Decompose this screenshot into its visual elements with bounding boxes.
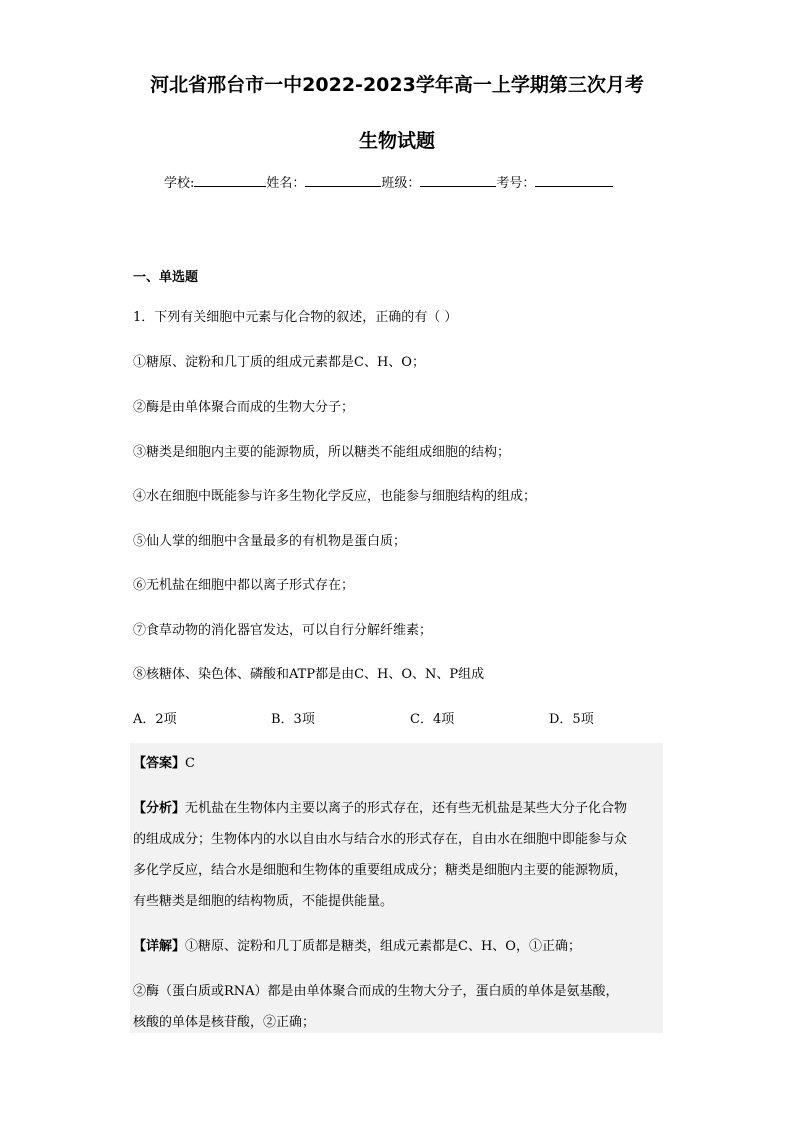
section-heading: 一、单选题 [133,270,199,285]
analysis-line: 多化学反应，结合水是细胞和生物体的重要组成成分；糖类是细胞内主要的能源物质， [133,863,628,878]
page-subtitle: 生物试题 [358,130,435,152]
statement-item: ⑦食草动物的消化器官发达，可以自行分解纤维素； [133,623,433,638]
page-title: 河北省邢台市一中2022-2023学年高一上学期第三次月考 [150,74,644,96]
exam-no-blank [535,172,613,187]
name-blank [305,172,381,187]
question-stem: 1．下列有关细胞中元素与化合物的叙述，正确的有（ ） [133,310,458,325]
school-label: 学校: [164,176,195,191]
option-c: C．4项 [410,712,455,727]
statement-item: ⑧核糖体、染色体、磷酸和ATP都是由C、H、O、N、P组成 [133,667,485,682]
analysis-label: 【分析】 [133,801,186,816]
class-label: 班级： [381,176,421,191]
statement-item: ③糖类是细胞内主要的能源物质，所以糖类不能组成细胞的结构； [133,445,511,460]
statement-item: ②酶是由单体聚合而成的生物大分子； [133,400,355,415]
analysis-text: 无机盐在生物体内主要以离子的形式存在，还有些无机盐是某些大分子化合物 [185,801,628,816]
statement-item: ⑥无机盐在细胞中都以离子形式存在； [133,578,355,593]
statement-item: ①糖原、淀粉和几丁质的组成元素都是C、H、O； [133,355,425,370]
option-b: B．3项 [271,712,315,727]
class-blank [420,172,496,187]
detail-text: ①糖原、淀粉和几丁质都是糖类，组成元素都是C、H、O，①正确； [185,939,581,954]
detail-line: ②酶（蛋白质或RNA）都是由单体聚合而成的生物大分子，蛋白质的单体是氨基酸， [133,984,619,999]
analysis-line [133,797,627,816]
student-info-row [164,172,613,191]
analysis-line: 的组成成分；生物体内的水以自由水与结合水的形式存在，自由水在细胞中即能参与众 [133,832,628,847]
statement-item: ⑤仙人掌的细胞中含量最多的有机物是蛋白质； [133,534,407,549]
statement-item: ④水在细胞中既能参与许多生物化学反应，也能参与细胞结构的组成； [133,489,537,504]
exam-no-label: 考号： [496,176,536,191]
detail-line: 核酸的单体是核苷酸，②正确； [133,1015,316,1030]
answer-label: 【答案】 [133,756,186,771]
option-a: A．2项 [133,712,177,727]
name-label: 姓名： [266,176,306,191]
school-blank [194,172,266,187]
detail-label: 【详解】 [133,939,186,954]
option-d: D．5项 [549,712,594,727]
answer-line [133,752,195,771]
answer-value: C [185,756,195,771]
detail-line [133,935,581,954]
analysis-line: 有些糖类是细胞的结构物质，不能提供能量。 [133,894,394,909]
